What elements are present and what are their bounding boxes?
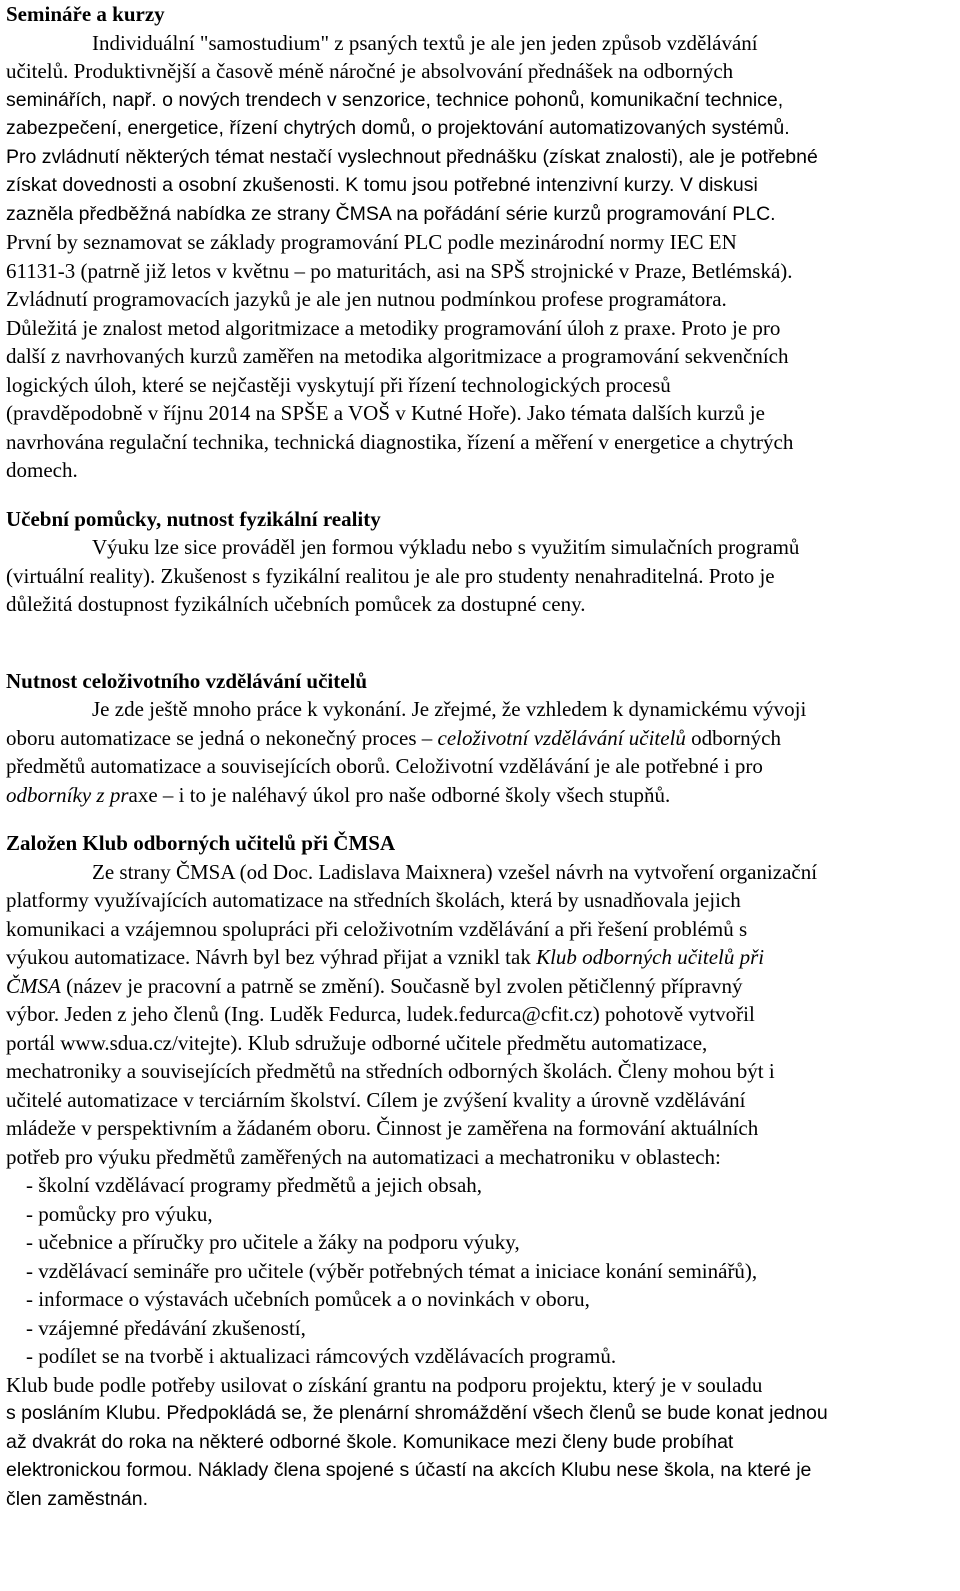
list-item: - podílet se na tvorbě i aktualizaci rámcových vzdělávacích programů. [26, 1344, 617, 1368]
spacer [6, 809, 952, 829]
paragraph-line [6, 724, 952, 753]
text-line: Je zde ještě mnoho práce k vykonání. Je zřejmé, že vzhledem k dynamickému vývoji [92, 697, 807, 721]
section-teachers-club [6, 829, 952, 1513]
section-heading-lifelong-learning: Nutnost celoživotního vzdělávání učitelů [6, 668, 368, 693]
text-line: Individuální "samostudium" z psaných textů je ale jen jeden způsob vzdělávání [92, 30, 758, 55]
paragraph-line: Pro zvládnutí některých témat nestačí vyslechnout přednášku (získat znalosti), ale je potřebné [6, 145, 818, 168]
club-activities-list [6, 1171, 952, 1371]
section-heading-teaching-aids: Učební pomůcky, nutnost fyzikální reality [6, 506, 381, 531]
paragraph-line: platformy využívajících automatizace na středních školách, která by usnadňovala jejich [6, 888, 741, 912]
paragraph-line: mechatroniky a souvisejících předmětů na středních odborných školách. Členy mohou být i [6, 1059, 775, 1083]
paragraph-line [6, 533, 952, 562]
emphasis-text: Klub odborných učitelů při [536, 945, 765, 969]
paragraph-line: Důležitá je znalost metod algoritmizace a metodiky programování úloh z praxe. Proto je pro [6, 315, 781, 340]
section-teaching-aids [6, 505, 952, 619]
spacer [6, 485, 952, 505]
list-item: - školní vzdělávací programy předmětů a jejich obsah, [26, 1173, 483, 1197]
paragraph-line: až dvakrát do roka na některé odborné škole. Komunikace mezi členy bude probíhat [6, 1430, 734, 1453]
paragraph-line: domech. [6, 458, 78, 482]
text-span: výukou automatizace. Návrh byl bez výhrad přijat a vznikl tak [6, 945, 537, 969]
paragraph-line: První by seznamovat se základy programování PLC podle mezinárodní normy IEC EN [6, 230, 737, 254]
emphasis-text: celoživotní vzdělávání učitelů [437, 725, 686, 750]
paragraph-line: Klub bude podle potřeby usilovat o získání grantu na podporu projektu, který je v souladu [6, 1372, 763, 1397]
text-span: axe – i to je naléhavý úkol pro naše odborné školy všech stupňů. [128, 782, 671, 807]
paragraph-line [6, 695, 952, 724]
paragraph-line: zazněla předběžná nabídka ze strany ČMSA na pořádání série kurzů programování PLC. [6, 202, 776, 225]
list-item: - učebnice a příručky pro učitele a žáky na podporu výuky, [26, 1230, 520, 1254]
paragraph-line: seminářích, např. o nových trendech v senzorice, technice pohonů, komunikační technice, [6, 88, 784, 111]
text-span: oboru automatizace se jedná o nekonečný proces – [6, 725, 438, 750]
paragraph-line: další z navrhovaných kurzů zaměřen na metodika algoritmizace a programování sekvenčních [6, 344, 789, 368]
paragraph-line [6, 972, 952, 1001]
text-line: Ze strany ČMSA (od Doc. Ladislava Maixnera) vzešel návrh na vytvoření organizační [92, 859, 818, 884]
section-lifelong-learning [6, 667, 952, 810]
paragraph-line: (virtuální reality). Zkušenost s fyzikální realitou je ale pro studenty nenahraditelná. Proto je [6, 563, 775, 588]
paragraph-line: 61131-3 (patrně již letos v květnu – po maturitách, asi na SPŠ strojnické v Praze, Betlémská). [6, 258, 793, 283]
paragraph-line [6, 943, 952, 972]
paragraph-line: člen zaměstnán. [6, 1487, 148, 1510]
list-item: - vzdělávací semináře pro učitele (výběr potřebných témat a iniciace konání seminářů), [26, 1258, 758, 1283]
paragraph-line: navrhována regulační technika, technická diagnostika, řízení a měření v energetice a chytrých [6, 429, 794, 454]
emphasis-text: odborníky z pr [6, 782, 129, 807]
paragraph-line: získat dovednosti a osobní zkušenosti. K tomu jsou potřebné intenzivní kurzy. V diskusi [6, 174, 758, 196]
paragraph-line: komunikaci a vzájemnou spolupráci při celoživotním vzdělávání a při řešení problémů s [6, 916, 748, 941]
text-span: (název je pracovní a patrně se změní). Současně byl zvolen pětičlenný přípravný [60, 973, 743, 998]
paragraph-line: učitelů. Produktivnější a časově méně náročné je absolvování přednášek na odborných [6, 59, 734, 83]
paragraph-line [6, 29, 952, 58]
text-line: Výuku lze sice prováděl jen formou výkladu nebo s využitím simulačních programů [92, 535, 800, 559]
section-heading-teachers-club: Založen Klub odborných učitelů při ČMSA [6, 831, 396, 855]
paragraph-line [6, 781, 952, 810]
list-item: - vzájemné předávání zkušeností, [26, 1315, 306, 1340]
paragraph-line: portál www.sdua.cz/vitejte). Klub sdružuje odborné učitele předmětu automatizace, [6, 1030, 708, 1055]
paragraph-line: zabezpečení, energetice, řízení chytrých domů, o projektování automatizovaných systémů. [6, 117, 790, 139]
document-page [6, 0, 952, 1513]
spacer [6, 619, 952, 667]
paragraph-line: mládeže v perspektivním a žádaném oboru. Činnost je zaměřena na formování aktuálních [6, 1116, 759, 1140]
paragraph-line [6, 858, 952, 887]
paragraph-line: Zvládnutí programovacích jazyků je ale jen nutnou podmínkou profese programátora. [6, 287, 727, 311]
paragraph-line: důležitá dostupnost fyzikálních učebních pomůcek za dostupné ceny. [6, 592, 586, 616]
paragraph-line: potřeb pro výuku předmětů zaměřených na automatizaci a mechatroniku v oblastech: [6, 1144, 721, 1169]
section-seminars [6, 0, 952, 485]
paragraph-line: výbor. Jeden z jeho členů (Ing. Luděk Fedurca, ludek.fedurca@cfit.cz) pohotově vytvořil [6, 1002, 755, 1026]
paragraph-line: logických úloh, které se nejčastěji vyskytují při řízení technologických procesů [6, 372, 671, 397]
paragraph-line: předmětů automatizace a souvisejících oborů. Celoživotní vzdělávání je ale potřebné i pro [6, 754, 763, 778]
paragraph-line: učitelé automatizace v terciárním školství. Cílem je zvýšení kvality a úrovně vzdělávání [6, 1087, 746, 1112]
paragraph-line: (pravděpodobně v říjnu 2014 na SPŠE a VOŠ v Kutné Hoře). Jako témata dalších kurzů je [6, 401, 765, 425]
emphasis-text: ČMSA [6, 973, 61, 998]
paragraph-line: s posláním Klubu. Předpokládá se, že plenární shromáždění všech členů se bude konat jednou [6, 1402, 828, 1424]
list-item: - informace o výstavách učebních pomůcek a o novinkách v oboru, [26, 1287, 590, 1311]
list-item: - pomůcky pro výuku, [26, 1201, 213, 1226]
section-heading-seminars: Semináře a kurzy [6, 2, 165, 26]
paragraph-line: elektronickou formou. Náklady člena spojené s účastí na akcích Klubu nese škola, na které je [6, 1459, 812, 1481]
text-span: odborných [685, 725, 781, 750]
